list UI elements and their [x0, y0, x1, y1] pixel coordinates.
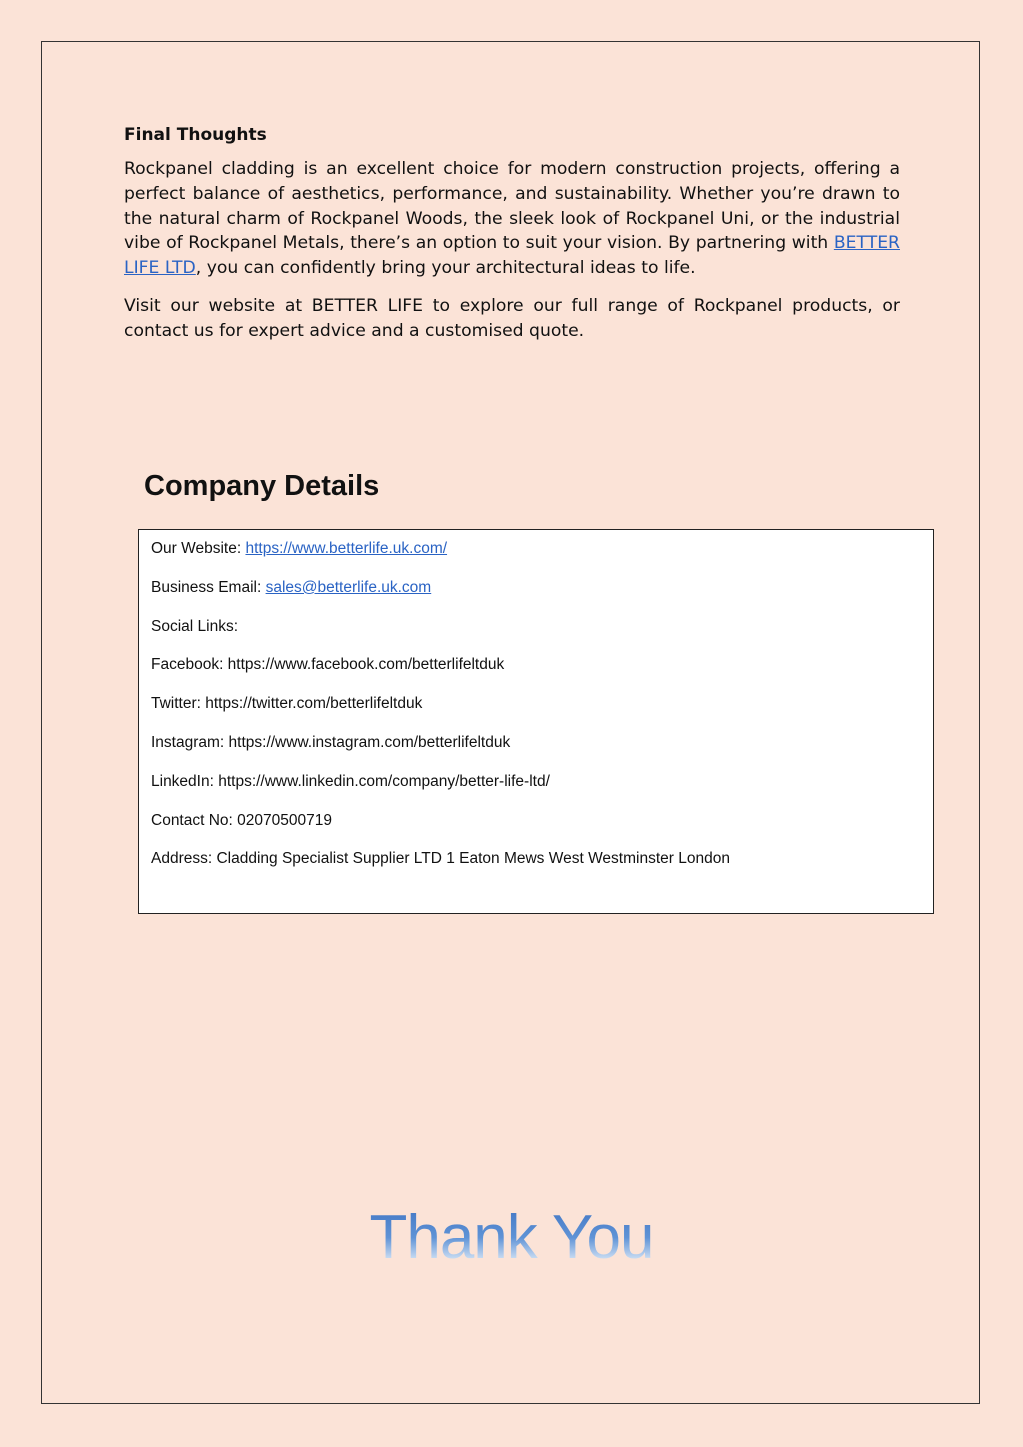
email-line — [151, 577, 921, 616]
address-line: Address: Cladding Specialist Supplier LTD 1 Eaton Mews West Westminster London — [151, 850, 730, 868]
facebook-line: Facebook: https://www.facebook.com/betterlifeltduk — [151, 656, 505, 674]
paragraph-1-text-start: Rockpanel cladding is an excellent choice for modern construction projects, offering a perfect balance of aesthetics, performance, and sustainability. Whether you’re drawn to the natural charm of Rockpanel Woods, the sleek look of Rockpanel Uni, or the industrial vibe of Rockpanel Metals, there’s an option to suit your vision. By partnering with — [124, 159, 900, 254]
final-thoughts-heading: Final Thoughts — [124, 125, 267, 145]
website-label: Our Website: — [151, 540, 246, 557]
final-thoughts-paragraph-1 — [124, 157, 900, 281]
contact-number-line: Contact No: 02070500719 — [151, 811, 332, 829]
twitter-line: Twitter: https://twitter.com/betterlifeltduk — [151, 695, 423, 713]
linkedin-line: LinkedIn: https://www.linkedin.com/company/better-life-ltd/ — [151, 772, 550, 790]
thank-you-banner — [0, 1198, 1023, 1278]
company-details-heading: Company Details — [144, 470, 380, 502]
paragraph-1-text-end: , you can confidently bring your architectural ideas to life. — [195, 258, 696, 279]
final-thoughts-paragraph-2: Visit our website at BETTER LIFE to explore our full range of Rockpanel products, or contact us for expert advice and a customised quote. — [124, 295, 900, 341]
instagram-line: Instagram: https://www.instagram.com/betterlifeltduk — [151, 733, 511, 751]
email-label: Business Email: — [151, 578, 266, 596]
thank-you-text: Thank You — [369, 1203, 654, 1272]
company-details-box — [138, 529, 934, 914]
website-line — [151, 538, 921, 577]
better-life-ltd-link[interactable]: BETTER LIFE LTD — [124, 233, 900, 279]
website-link[interactable]: https://www.betterlife.uk.com/ — [245, 540, 448, 557]
final-thoughts-section — [124, 123, 900, 357]
social-links-label: Social Links: — [151, 617, 239, 635]
email-link[interactable]: sales@betterlife.uk.com — [265, 578, 432, 596]
